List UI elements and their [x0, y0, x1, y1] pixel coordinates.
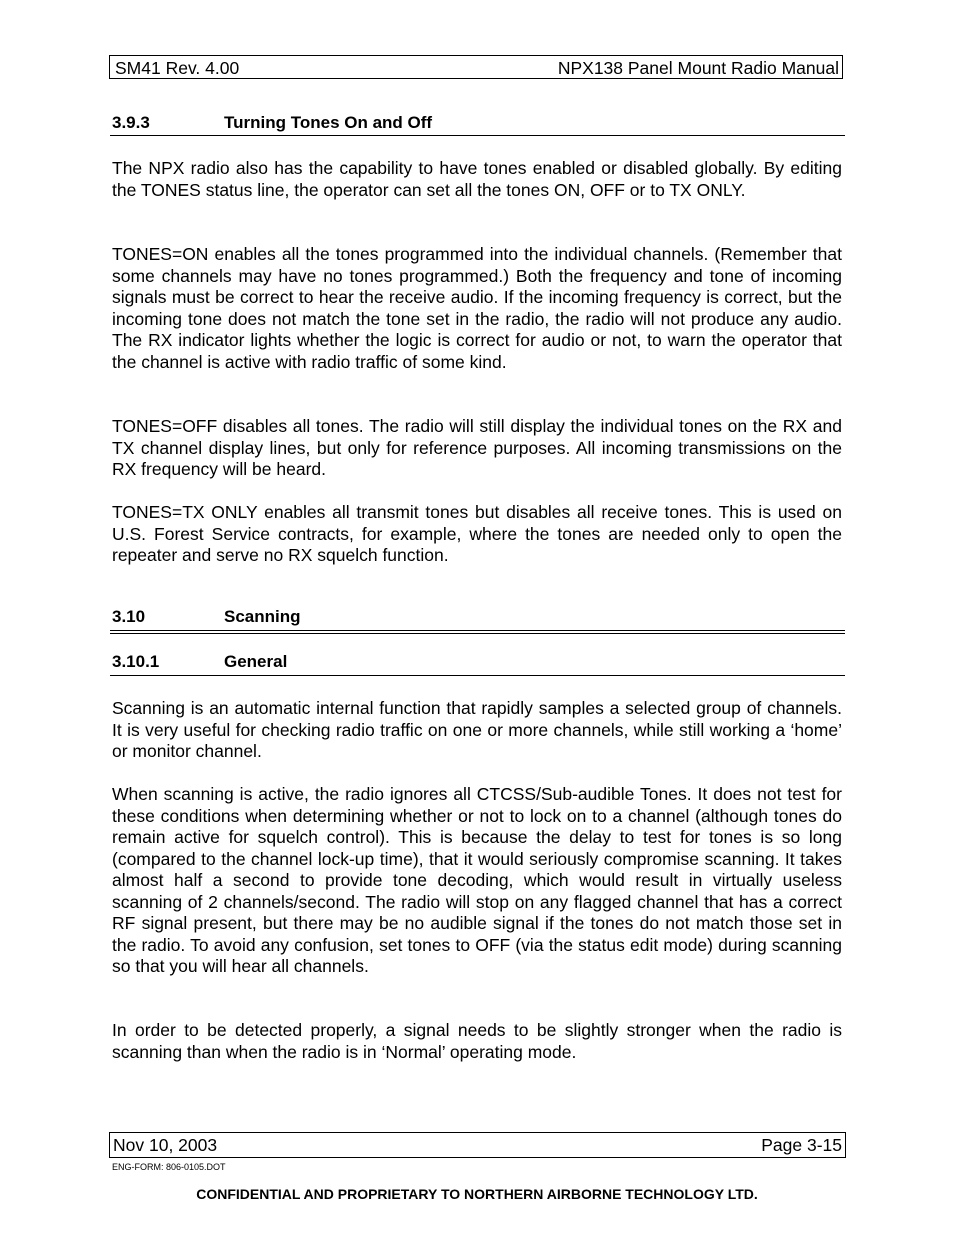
document-title: NPX138 Panel Mount Radio Manual	[557, 58, 839, 78]
section-rule	[110, 135, 845, 136]
page-header	[109, 55, 843, 79]
document-revision: SM41 Rev. 4.00	[115, 58, 240, 78]
page-footer	[109, 1132, 846, 1158]
section-rule	[110, 633, 845, 634]
paragraph-tones-on: TONES=ON enables all the tones programmed into the individual channels. (Remember that some channels may have no tones programmed.) Both the frequency and tone of incoming signals must be correct to hear the receive audio. If the incoming frequency is correct, but the incoming tone does not match the tone set in the radio, the radio will not produce any audio. The RX indicator lights whether the logic is correct for audio or not, to warn the operator that the channel is active with radio traffic of some kind.	[112, 244, 842, 372]
section-number: 3.10	[112, 607, 146, 626]
section-title: General	[224, 652, 288, 671]
section-rule	[110, 630, 845, 631]
section-title: Turning Tones On and Off	[224, 113, 433, 132]
paragraph-scanning-detection: In order to be detected properly, a signal needs to be slightly stronger when the radio is scanning than when the radio is in ‘Normal’ operating mode.	[112, 1020, 842, 1062]
section-title: Scanning	[224, 607, 301, 626]
footer-date: Nov 10, 2003	[113, 1135, 218, 1155]
paragraph-scanning-general: Scanning is an automatic internal function that rapidly samples a selected group of channels. It is very useful for checking radio traffic on one or more channels, while still working a ‘home’ or monitor channel.	[112, 698, 842, 761]
paragraph-tones-intro: The NPX radio also has the capability to have tones enabled or disabled globally. By editing the TONES status line, the operator can set all the tones ON, OFF or to TX ONLY.	[112, 158, 842, 200]
paragraph-scanning-tones: When scanning is active, the radio ignores all CTCSS/Sub-audible Tones. It does not test for these conditions when determining whether or not to lock on to a channel (although tones do remain active for squelch control). This is because the delay to test for tones is so long (compared to the channel lock-up time), that it would seriously compromise scanning. It takes almost half a second to provide tone decoding, which would result in virtually useless scanning of 2 channels/second. The radio will stop on any flagged channel that has a correct RF signal present, but there may be no audible signal if the tones do not match those set in the radio. To avoid any confusion, set tones to OFF (via the status edit mode) during scanning so that you will hear all channels.	[112, 784, 842, 976]
confidential-notice: CONFIDENTIAL AND PROPRIETARY TO NORTHERN AIRBORNE TECHNOLOGY LTD.	[196, 1186, 758, 1202]
paragraph-tones-off: TONES=OFF disables all tones. The radio will still display the individual tones on the RX and TX channel display lines, but only for reference purposes. All incoming transmissions on the RX frequency will be heard.	[112, 416, 842, 479]
section-number: 3.10.1	[112, 652, 160, 671]
footer-page-number: Page 3-15	[761, 1135, 842, 1155]
paragraph-tones-tx-only: TONES=TX ONLY enables all transmit tones but disables all receive tones. This is used on U.S. Forest Service contracts, for example, where the tones are needed only to open the repeater and serve no RX squelch function.	[112, 502, 842, 565]
section-number: 3.9.3	[112, 113, 150, 132]
form-code: ENG-FORM: 806-0105.DOT	[112, 1162, 226, 1172]
section-rule	[110, 675, 845, 676]
